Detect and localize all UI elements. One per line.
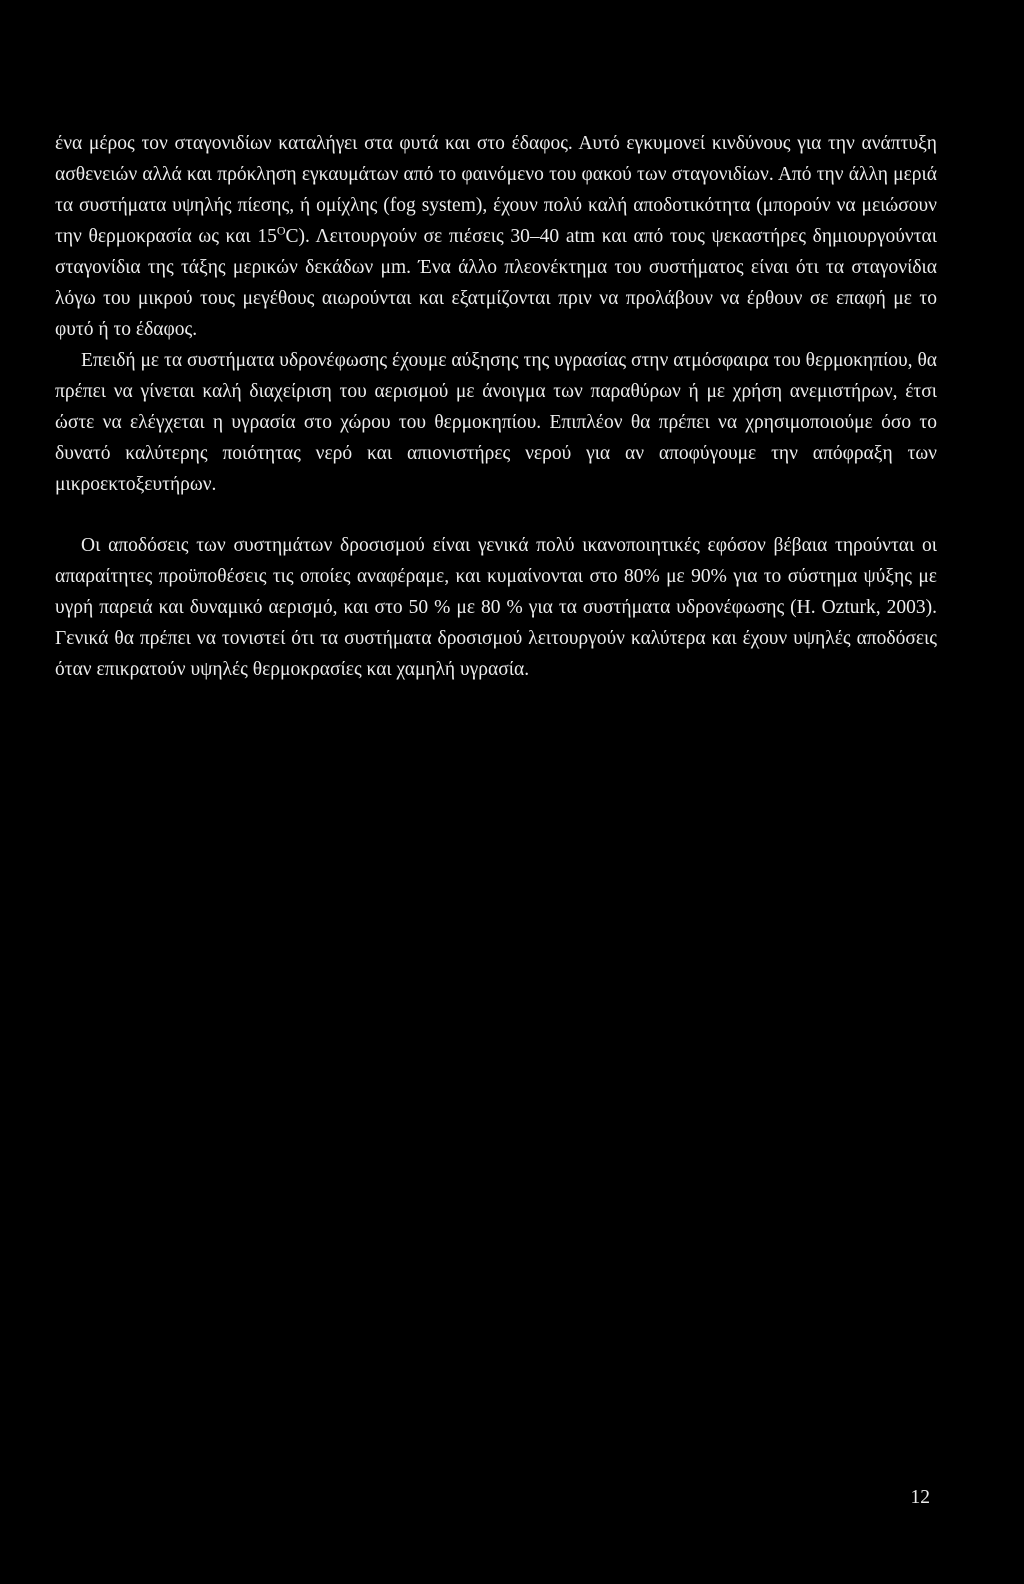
page-number: 12 [910,1487,930,1508]
paragraph-1 [55,128,937,345]
paragraph-2: Επειδή με τα συστήματα υδρονέφωσης έχουμε αύξησης της υγρασίας στην ατμόσφαιρα του θερμοκηπίου, θα πρέπει να γίνεται καλή διαχείριση του αερισμού με άνοιγμα των παραθύρων ή με χρήση ανεμιστήρων, έτσι ώστε να ελέγχεται η υγρασία στο χώρου του θερμοκηπίου. Επιπλέον θα πρέπει να χρησιμοποιούμε όσο το δυνατό καλύτερης ποιότητας νερό και απιονιστήρες νερού για αν αποφύγουμε την απόφραξη των μικροεκτοξευτήρων. [55,350,937,495]
paragraph-1-text-end: C). Λειτουργούν σε πιέσεις 30–40 atm και από τους ψεκαστήρες δημιουργούνται σταγονίδια της τάξης μερικών δεκάδων μm. Ένα άλλο πλεονέκτημα του συστήματος είναι ότι τα σταγονίδια λόγω του μικρού τους μεγέθους αιωρούνται και εξατμίζονται πριν να προλάβουν να έρθουν σε επαφή με το φυτό ή το έδαφος. [55,226,937,340]
document-page [55,128,937,685]
paragraph-1-text-start: ένα μέρος τον σταγονιδίων καταλήγει στα φυτά και στο έδαφος. Αυτό εγκυμονεί κινδύνους για την ανάπτυξη ασθενειών αλλά και πρόκληση εγκαυμάτων από το φαινόμενο του φακού των σταγονιδίων. Από την άλλη μεριά τα συστήματα υψηλής πίεσης, ή ομίχλης (fog system), έχουν πολύ καλή αποδοτικότητα (μπορούν να μειώσουν την θερμοκρασία ως και 15 [55,133,937,247]
degree-superscript: O [276,223,286,238]
paragraph-3: Οι αποδόσεις των συστημάτων δροσισμού είναι γενικά πολύ ικανοποιητικές εφόσον βέβαια τηρούνται οι απαραίτητες προϋποθέσεις τις οποίες αναφέραμε, και κυμαίνονται στο 80% με 90% για το σύστημα ψύξης με υγρή παρειά και δυναμικό αερισμό, και στο 50 % με 80 % για τα συστήματα υδρονέφωσης (H. Ozturk, 2003). Γενικά θα πρέπει να τονιστεί ότι τα συστήματα δροσισμού λειτουργούν καλύτερα και έχουν υψηλές αποδόσεις όταν επικρατούν υψηλές θερμοκρασίες και χαμηλή υγρασία. [55,535,937,680]
